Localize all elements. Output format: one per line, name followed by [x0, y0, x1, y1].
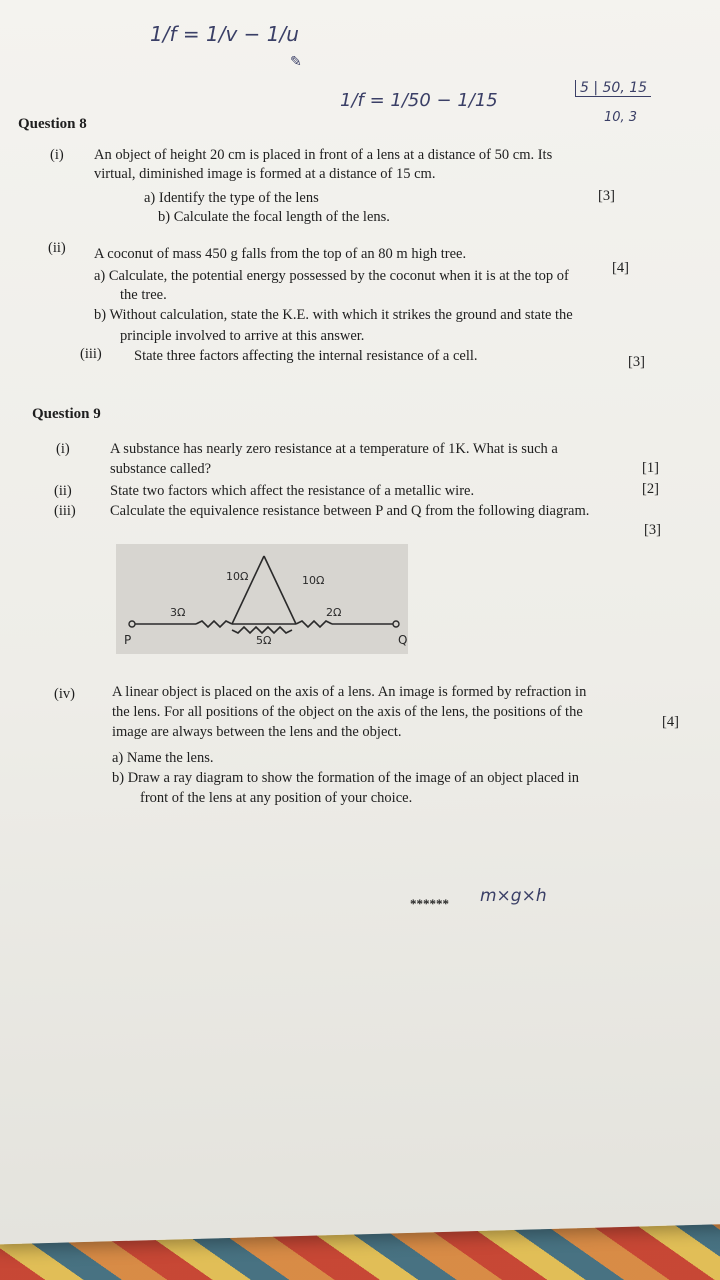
resistor-label-left-slope: 10Ω	[226, 570, 249, 583]
q9-iv-line1: A linear object is placed on the axis of a lens. An image is formed by refraction in	[112, 684, 587, 700]
q9-ii-number: (ii)	[54, 483, 72, 499]
question-9-heading: Question 9	[32, 406, 101, 422]
q8-ii-marks: [4]	[612, 260, 629, 276]
terminal-p-label: P	[124, 633, 132, 647]
q8-i-a: a) Identify the type of the lens	[144, 190, 319, 206]
q9-iv-number: (iv)	[54, 686, 75, 702]
q8-i-line2: virtual, diminished image is formed at a distance of 15 cm.	[94, 166, 436, 182]
q8-i-b: b) Calculate the focal length of the lens.	[158, 209, 390, 225]
q8-iii-text: State three factors affecting the internal resistance of a cell.	[134, 348, 478, 364]
end-marker: ******	[410, 896, 449, 911]
q8-i-marks: [3]	[598, 188, 615, 204]
resistor-circuit-diagram	[116, 544, 408, 654]
q9-iii-marks: [3]	[644, 522, 661, 538]
circuit-svg	[116, 544, 408, 654]
handwritten-mark: ✎	[290, 54, 302, 70]
q9-ii-marks: [2]	[642, 481, 659, 497]
q9-iv-line3: image are always between the lens and the object.	[112, 724, 402, 740]
q9-iii-text: Calculate the equivalence resistance between P and Q from the following diagram.	[110, 503, 590, 519]
handwritten-signature: m×g×h	[480, 886, 547, 906]
resistor-label-left-base: 3Ω	[170, 606, 186, 619]
q8-ii-b-line1: b) Without calculation, state the K.E. with which it strikes the ground and state the	[94, 307, 573, 323]
terminal-q-label: Q	[398, 633, 408, 647]
handwritten-formula-top: 1/f = 1/v − 1/u	[150, 22, 299, 46]
handwritten-calc-bottom: 10, 3	[604, 110, 638, 125]
q9-i-marks: [1]	[642, 460, 659, 476]
q9-iv-b-line1: b) Draw a ray diagram to show the formation of the image of an object placed in	[112, 770, 580, 786]
q8-i-number: (i)	[50, 147, 64, 163]
q9-iv-a: a) Name the lens.	[112, 750, 214, 766]
q9-ii-text: State two factors which affect the resistance of a metallic wire.	[110, 483, 475, 499]
q8-i-line1: An object of height 20 cm is placed in front of a lens at a distance of 50 cm. Its	[94, 147, 553, 163]
q9-i-line1: A substance has nearly zero resistance at a temperature of 1K. What is such a	[110, 441, 558, 457]
q9-iv-b-line2: front of the lens at any position of your choice.	[140, 790, 413, 806]
q8-ii-b-line2: principle involved to arrive at this answer.	[120, 328, 365, 344]
question-8-heading: Question 8	[18, 116, 87, 132]
q9-iii-number: (iii)	[54, 503, 76, 519]
resistor-label-right-base: 2Ω	[326, 606, 342, 619]
q8-ii-line1: A coconut of mass 450 g falls from the top of an 80 m high tree.	[94, 246, 467, 262]
q8-iii-number: (iii)	[80, 346, 102, 362]
resistor-label-bottom: 5Ω	[256, 634, 272, 647]
resistor-label-right-slope: 10Ω	[302, 574, 325, 587]
q9-i-number: (i)	[56, 441, 70, 457]
q8-iii-marks: [3]	[628, 354, 645, 370]
q9-iv-marks: [4]	[662, 714, 679, 730]
handwritten-formula-mid: 1/f = 1/50 − 1/15	[340, 90, 498, 111]
q9-iv-line2: the lens. For all positions of the object on the axis of the lens, the positions of the	[112, 704, 583, 720]
q8-ii-number: (ii)	[48, 240, 66, 256]
q9-i-line2: substance called?	[110, 461, 212, 477]
q8-ii-a-line2: the tree.	[120, 287, 167, 303]
handwritten-calc-top: 5 | 50, 15	[575, 80, 651, 97]
q8-ii-a-line1: a) Calculate, the potential energy possessed by the coconut when it is at the top of	[94, 268, 569, 284]
